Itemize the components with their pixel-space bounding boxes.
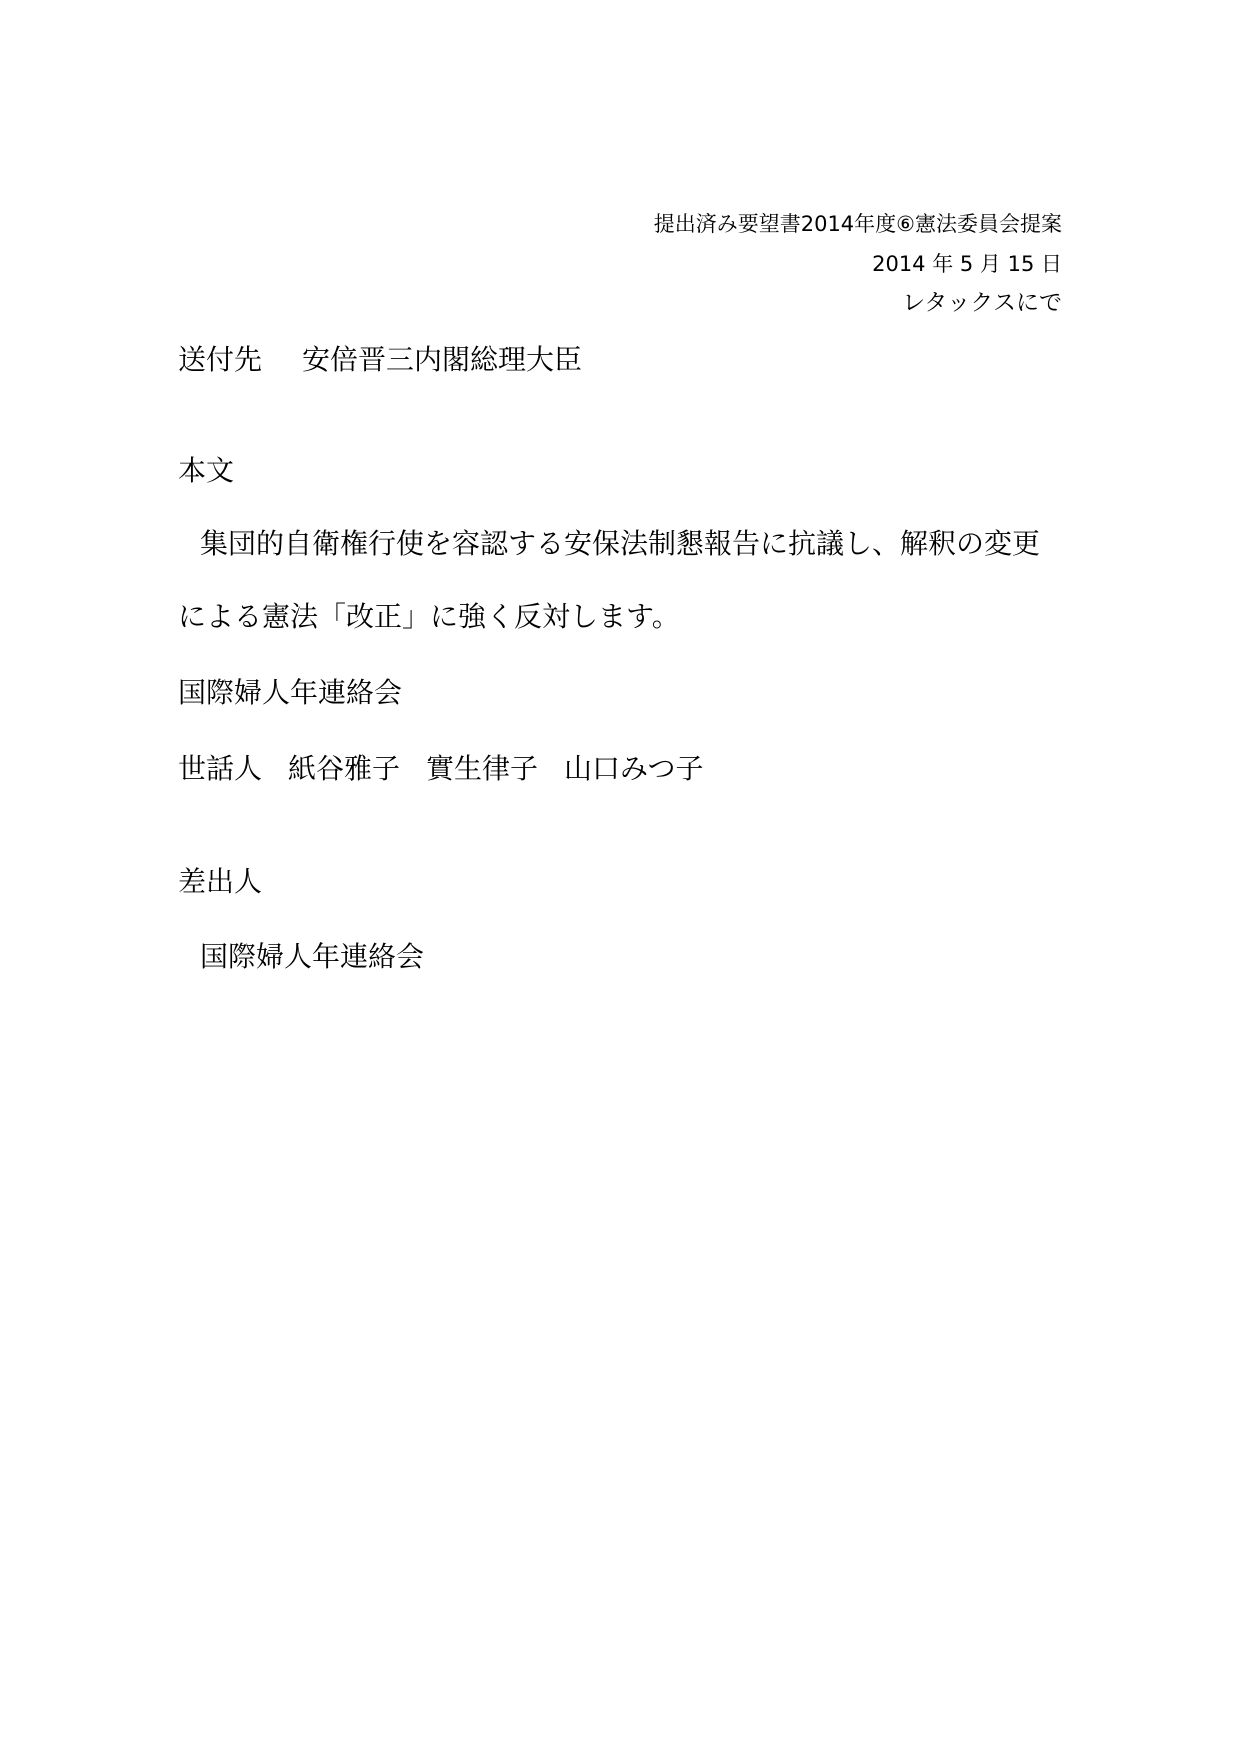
- recipient-label: 送付先: [178, 343, 263, 376]
- body-heading: 本文: [178, 454, 235, 487]
- sender-label: 差出人: [178, 865, 263, 898]
- caretakers-label: 世話人: [178, 752, 263, 785]
- caretaker-name: 紙谷雅子: [288, 752, 401, 785]
- document-date: 2014 年 5 月 15 日: [872, 252, 1062, 276]
- document-reference: 提出済み要望書2014年度⑥憲法委員会提案: [653, 212, 1062, 236]
- caretaker-name: 山口みつ子: [564, 752, 704, 785]
- recipient-line: [178, 342, 582, 378]
- body-line-2: による憲法「改正」に強く反対します。: [178, 600, 680, 633]
- caretakers-line: [178, 751, 704, 787]
- body-line-1: 集団的自衛権行使を容認する安保法制懇報告に抗議し、解釈の変更: [200, 527, 1041, 560]
- delivery-method: レタックスにで: [902, 290, 1062, 316]
- caretaker-name: 實生律子: [426, 752, 539, 785]
- recipient-name: 安倍晋三内閣総理大臣: [302, 343, 583, 376]
- signature-organization: 国際婦人年連絡会: [178, 676, 403, 709]
- sender-organization: 国際婦人年連絡会: [200, 940, 425, 973]
